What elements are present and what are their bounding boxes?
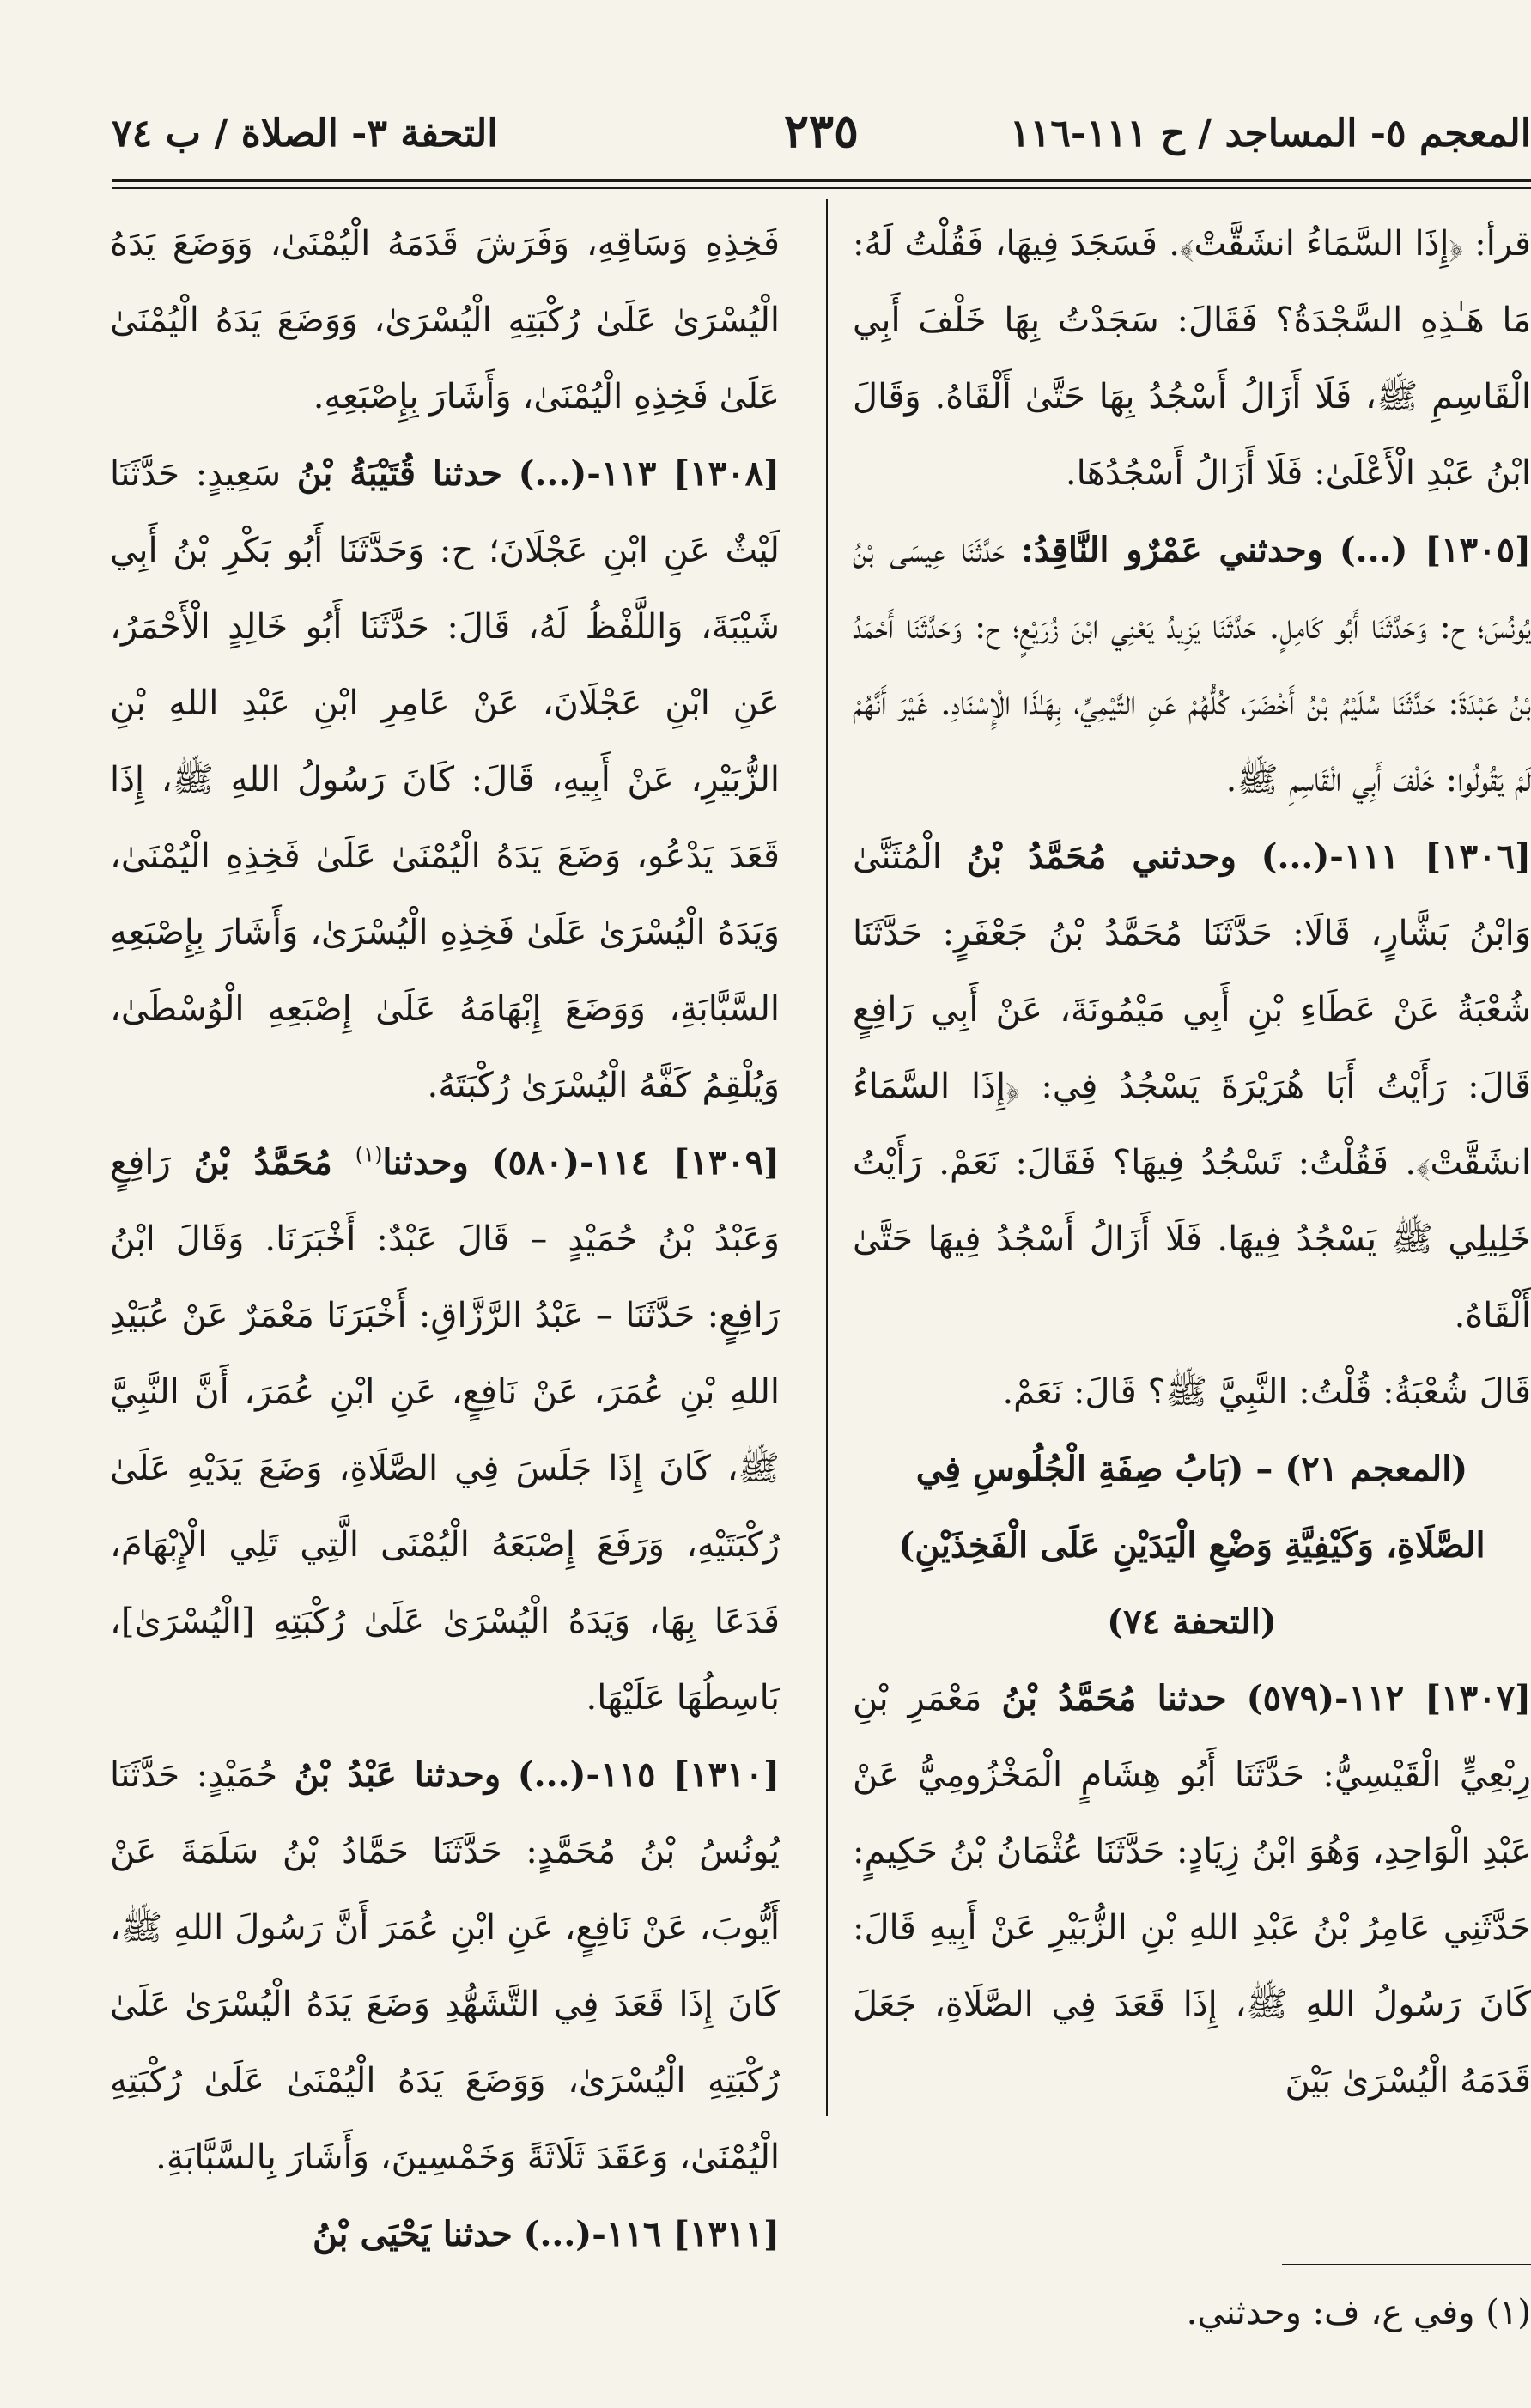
hadith-opening: وحدثنا: [382, 1142, 469, 1183]
header-rule-thick: [112, 179, 1531, 182]
hadith-1308: [110, 435, 780, 1124]
hadith-1305: [853, 512, 1531, 818]
left-column: [110, 206, 780, 2273]
hadith-number: [١٣٠٥] (...): [1339, 530, 1531, 570]
header-chapter-ref: المعجم ٥- المساجد / ح ١١١-١١٦: [1009, 112, 1531, 155]
column-divider: [826, 199, 828, 2116]
hadith-opening: وحدثني عَمْرٌو النَّاقِدُ:: [1021, 530, 1324, 570]
footnote: (١) وفي ع، ف: وحدثني.: [1186, 2293, 1531, 2332]
footnote-marker[interactable]: (١): [355, 1142, 383, 1167]
hadith-1307: [853, 1660, 1531, 2119]
hadith-1310: [110, 1736, 780, 2196]
hadith-number: [١٣٠٩] ١١٤-(٥٨٠): [491, 1142, 780, 1183]
hadith-opening: حدثنا قُتَيْبَةُ بْنُ: [296, 453, 502, 494]
hadith-opening: حدثنا يَحْيَى بْنُ: [312, 2214, 513, 2254]
hadith-opening: وحدثني مُحَمَّدُ بْنُ: [966, 836, 1236, 877]
hadith-text: حُمَيْدٍ: حَدَّثَنَا يُونُسُ بْنُ مُحَمَّدٍ: حَدَّثَنَا حَمَّادُ بْنُ سَلَمَةَ عَنْ أَيُّوبَ، عَنْ نَافِعٍ، عَنِ ابْنِ عُمَرَ أَنَّ رَسُولَ اللهِ ﷺ، كَانَ إِذَا قَعَدَ فِي التَّشَهُّدِ وَضَعَ يَدَهُ الْيُسْرَىٰ عَلَىٰ رُكْبَتِهِ الْيُسْرَىٰ، وَوَضَعَ يَدَهُ الْيُمْنَىٰ عَلَىٰ رُكْبَتِهِ الْيُمْنَىٰ، وَعَقَدَ ثَلَاثَةً وَخَمْسِينَ، وَأَشَارَ بِالسَّبَّابَةِ.: [110, 1755, 780, 2177]
hadith-text: مَعْمَرِ بْنِ رِبْعِيٍّ الْقَيْسِيُّ: حَدَّثَنَا أَبُو هِشَامٍ الْمَخْزُومِيُّ عَنْ عَبْدِ الْوَاحِدِ، وَهُوَ ابْنُ زِيَادٍ: حَدَّثَنَا عُثْمَانُ بْنُ حَكِيمٍ: حَدَّثَنِي عَامِرُ بْنُ عَبْدِ اللهِ بْنِ الزُّبَيْرِ عَنْ أَبِيهِ قَالَ: كَانَ رَسُولُ اللهِ ﷺ، إِذَا قَعَدَ فِي الصَّلَاةِ، جَعَلَ قَدَمَهُ الْيُسْرَىٰ بَيْنَ: [853, 1679, 1531, 2101]
hadith-opening: حدثنا مُحَمَّدُ بْنُ: [1001, 1678, 1227, 1718]
hadith-1306: [853, 818, 1531, 1354]
hadith-number: [١٣١٠] ١١٥-(...): [517, 1754, 780, 1795]
hadith-opening-cont: مُحَمَّدُ بْنُ: [193, 1142, 332, 1183]
hadith-number: [١٣٠٧] ١١٢-(٥٧٩): [1246, 1678, 1531, 1718]
hadith-text: حَدَّثَنَا عِيسَى بْنُ يُونُسَ؛ ح: وَحَدَّثَنَا أَبُو كَامِلٍ. حَدَّثَنَا يَزِيدُ يَعْنِي ابْنَ زُرَيْعٍ؛ ح: وَحَدَّثَنَا أَحْمَدُ بْنُ عَبْدَةَ: حَدَّثَنَا سُلَيْمُ بْنُ أَخْضَرَ، كُلُّهُمْ عَنِ التَّيْمِيِّ، بِهَـٰذَا الْإِسْنَادِ. غَيْرَ أَنَّهُمْ لَمْ يَقُولُوا: خَلْفَ أَبِي الْقَاسِمِ ﷺ.: [853, 531, 1531, 800]
hadith-text: الْمُثَنَّىٰ وَابْنُ بَشَّارٍ، قَالَا: حَدَّثَنَا مُحَمَّدُ بْنُ جَعْفَرٍ: حَدَّثَنَا شُعْبَةُ عَنْ عَطَاءِ بْنِ أَبِي مَيْمُونَةَ، عَنْ أَبِي رَافِعٍ قَالَ: رَأَيْتُ أَبَا هُرَيْرَةَ يَسْجُدُ فِي: ﴿إِذَا السَّمَاءُ انشَقَّتْ﴾. فَقُلْتُ: تَسْجُدُ فِيهَا؟ فَقَالَ: نَعَمْ. رَأَيْتُ خَلِيلِي ﷺ يَسْجُدُ فِيهَا. فَلَا أَزَالُ أَسْجُدُ فِيهَا حَتَّىٰ أَلْقَاهُ.: [853, 837, 1531, 1335]
page-number: ٢٣٥: [783, 103, 860, 158]
chapter-title-line1: (المعجم ٢١) – (بَابُ صِفَةِ الْجُلُوسِ فِي: [915, 1449, 1468, 1489]
hadith-number: [١٣٠٦] ١١١-(...): [1261, 836, 1531, 877]
running-header: [112, 103, 1531, 180]
hadith-number: [١٣٠٨] ١١٣-(...): [518, 453, 780, 494]
hadith-number: [١٣١١] ١١٦-(...): [523, 2214, 780, 2254]
hadith-text: سَعِيدٍ: حَدَّثَنَا لَيْثٌ عَنِ ابْنِ عَجْلَانَ؛ ح: وَحَدَّثَنَا أَبُو بَكْرِ بْنُ أَبِي شَيْبَةَ، وَاللَّفْظُ لَهُ، قَالَ: حَدَّثَنَا أَبُو خَالِدٍ الْأَحْمَرُ، عَنِ ابْنِ عَجْلَانَ، عَنْ عَامِرِ ابْنِ عَبْدِ اللهِ بْنِ الزُّبَيْرِ، عَنْ أَبِيهِ، قَالَ: كَانَ رَسُولُ اللهِ ﷺ، إِذَا قَعَدَ يَدْعُو، وَضَعَ يَدَهُ الْيُمْنَىٰ عَلَىٰ فَخِذِهِ الْيُمْنَىٰ، وَيَدَهُ الْيُسْرَىٰ عَلَىٰ فَخِذِهِ الْيُسْرَىٰ، وَأَشَارَ بِإِصْبَعِهِ السَّبَّابَةِ، وَوَضَعَ إِبْهَامَهُ عَلَىٰ إِصْبَعِهِ الْوُسْطَىٰ، وَيُلْقِمُ كَفَّهُ الْيُسْرَىٰ رُكْبَتَهُ.: [110, 454, 780, 1105]
header-tuhfa-ref: التحفة ٣- الصلاة / ب ٧٤: [112, 112, 498, 155]
hadith-1311: [110, 2196, 780, 2273]
hadith-note: قَالَ شُعْبَةُ: قُلْتُ: النَّبِيَّ ﷺ؟ قَالَ: نَعَمْ.: [1002, 1372, 1531, 1412]
hadith-text: قرأ: ﴿إِذَا السَّمَاءُ انشَقَّتْ﴾. فَسَجَدَ فِيهَا، فَقُلْتُ لَهُ: مَا هَـٰذِهِ السَّجْدَةُ؟ فَقَالَ: سَجَدْتُ بِهَا خَلْفَ أَبِي الْقَاسِمِ ﷺ، فَلَا أَزَالُ أَسْجُدُ بِهَا حَتَّىٰ أَلْقَاهُ. وَقَالَ ابْنُ عَبْدِ الْأَعْلَىٰ: فَلَا أَزَالُ أَسْجُدُهَا.: [853, 224, 1531, 493]
hadith-text: رَافِعٍ وَعَبْدُ بْنُ حُمَيْدٍ – قَالَ عَبْدٌ: أَخْبَرَنَا. وَقَالَ ابْنُ رَافِعٍ: حَدَّثَنَا – عَبْدُ الرَّزَّاقِ: أَخْبَرَنَا مَعْمَرٌ عَنْ عُبَيْدِ اللهِ بْنِ عُمَرَ، عَنْ نَافِعٍ، عَنِ ابْنِ عُمَرَ، أَنَّ النَّبِيَّ ﷺ، كَانَ إِذَا جَلَسَ فِي الصَّلَاةِ، وَضَعَ يَدَيْهِ عَلَىٰ رُكْبَتَيْهِ، وَرَفَعَ إِصْبَعَهُ الْيُمْنَى الَّتِي تَلِي الْإِبْهَامَ، فَدَعَا بِهَا، وَيَدَهُ الْيُسْرَىٰ عَلَىٰ رُكْبَتِهِ [الْيُسْرَىٰ]، بَاسِطُهَا عَلَيْهَا.: [110, 1143, 780, 1718]
right-column: [853, 206, 1531, 2119]
chapter-title-line2: الصَّلَاةِ، وَكَيْفِيَّةِ وَضْعِ الْيَدَيْنِ عَلَى الْفَخِذَيْنِ): [898, 1525, 1485, 1566]
hadith-opening: وحدثنا عَبْدُ بْنُ: [294, 1754, 501, 1795]
chapter-tuhfa-ref: (التحفة ٧٤): [1107, 1602, 1277, 1642]
hadith-text: فَخِذِهِ وَسَاقِهِ، وَفَرَشَ قَدَمَهُ الْيُمْنَىٰ، وَوَضَعَ يَدَهُ الْيُسْرَىٰ عَلَىٰ رُكْبَتِهِ الْيُسْرَىٰ، وَوَضَعَ يَدَهُ الْيُمْنَىٰ عَلَىٰ فَخِذِهِ الْيُمْنَىٰ، وَأَشَارَ بِإِصْبَعِهِ.: [110, 224, 780, 417]
hadith-1309: [110, 1124, 780, 1736]
header-rule-thin: [112, 187, 1531, 189]
footnote-rule: [1282, 2264, 1531, 2265]
